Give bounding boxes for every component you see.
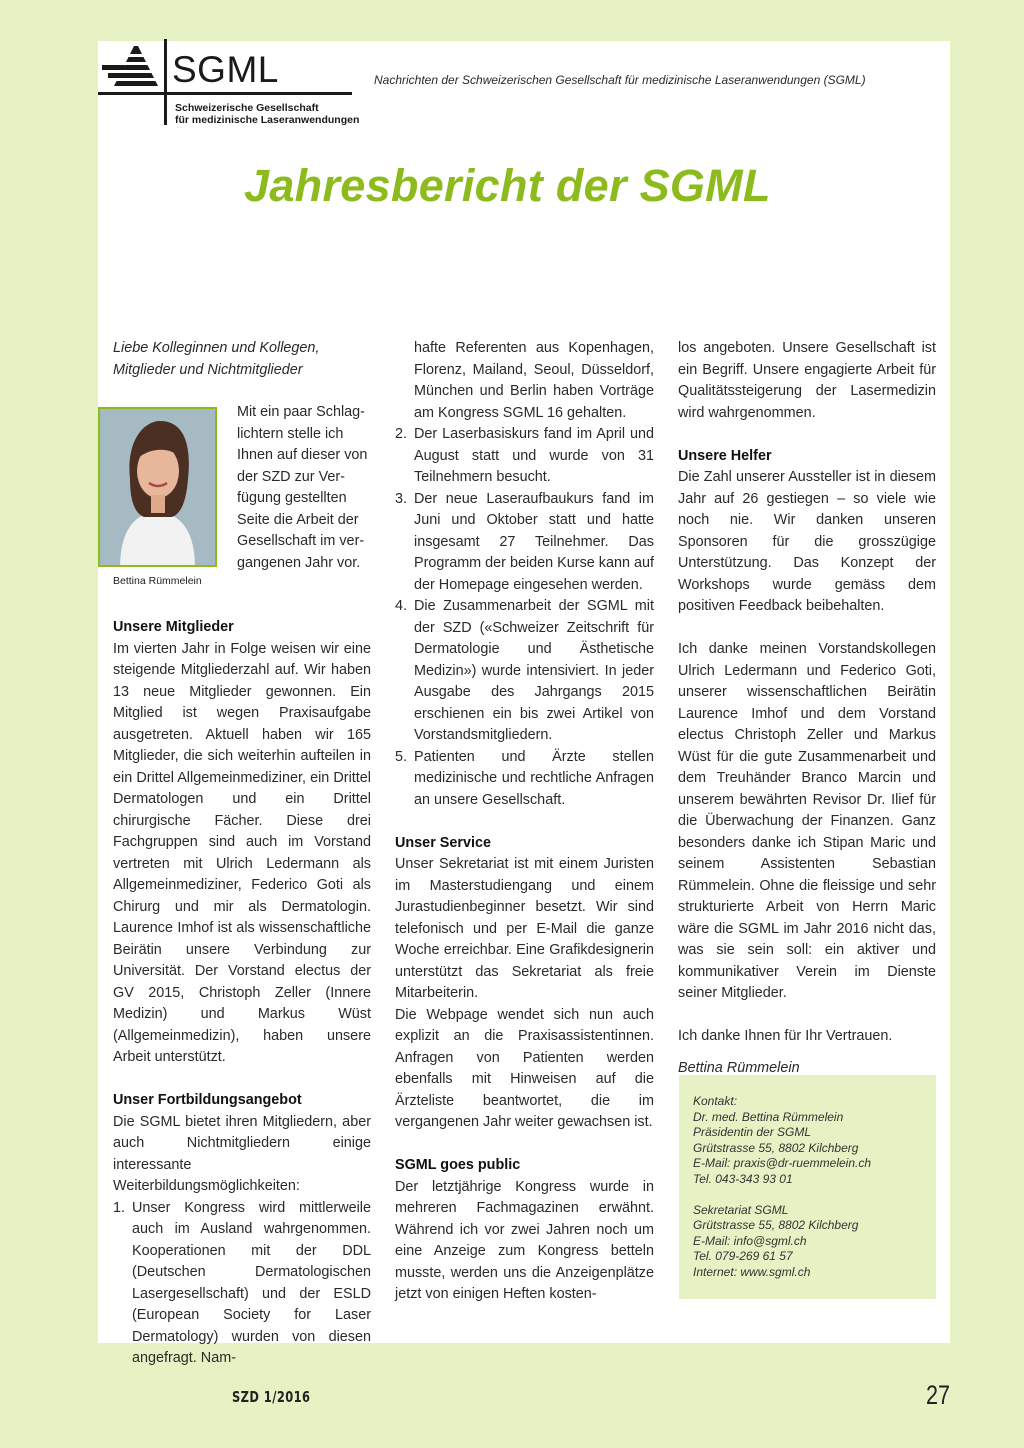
service-paragraph-2: Die Webpage wendet sich nun auch explizit an die Praxisassistentinnen. Anfragen von Patienten werden ebenfalls mit Hinweisen auf die Ärzteliste beantwortet, die im vergangenen Jahr weiter gewachsen ist. — [395, 1006, 654, 1130]
contact-line: Dr. med. Bettina Rümmelein — [693, 1109, 844, 1124]
intro-line: Mit ein paar Schlag- — [237, 404, 365, 420]
public-paragraph-continued: los angeboten. Unsere Gesellschaft ist ein Begriff. Unsere engagierte Arbeit für Qualitätssteigerung der Lasermedizin wird wahrgenommen. — [678, 340, 936, 421]
list-item-text: hafte Referenten aus Kopenhagen, Florenz, Mailand, Seoul, Düsseldorf, München und Berlin haben Vorträge am Kongress SGML 16 gehalten. — [414, 340, 654, 421]
logo-text: SGML — [172, 49, 279, 90]
public-paragraph: Der letztjährige Kongress wurde in mehreren Fachmagazinen erwähnt. Während ich vor zwei Jahren noch um eine Anzeige zum Kongress betteln musste, werden uns die Anzeigenplätze jetzt von einigen Heften kosten- — [395, 1178, 654, 1302]
intro-line: Seite die Arbeit der — [237, 511, 359, 528]
contact-line: Kontakt: — [693, 1094, 738, 1108]
contact-box — [679, 1075, 936, 1299]
contact-phone: Tel. 043-343 93 01 — [693, 1171, 793, 1186]
logo-subtitle — [175, 102, 359, 126]
greeting-line: Mitglieder und Nichtmitglieder — [113, 361, 303, 378]
intro-line: fügung gestellten — [237, 490, 347, 506]
list-item — [395, 596, 654, 747]
list-item — [395, 338, 654, 424]
list-number: 5. — [395, 748, 408, 765]
logo-subtitle-line: für medizinische Laseranwendungen — [175, 114, 360, 126]
signature: Bettina Rümmelein — [678, 1059, 800, 1076]
header-tagline: Nachrichten der Schweizerischen Gesellschaft für medizinische Laseranwendungen (SGML) — [374, 73, 866, 87]
training-list-continued — [395, 338, 654, 811]
list-number: 1. — [113, 1199, 126, 1216]
intro-line: Gesellschaft im ver- — [237, 533, 365, 549]
greeting — [113, 338, 371, 381]
intro-line: gangenen Jahr vor. — [237, 554, 361, 571]
author-photo — [98, 407, 217, 567]
contact-website-link[interactable]: Internet: www.sgml.ch — [693, 1264, 811, 1279]
article-title: Jahresbericht der SGML — [244, 160, 771, 211]
members-paragraph: Im vierten Jahr in Folge weisen wir eine steigende Mitgliederzahl auf. Wir haben 13 neue Mitglieder gewonnen. Ein Mitglied ist wegen Praxisaufgabe ausgetreten. Aktuell haben wir 165 Mitglieder, die sich weiterhin aufteilen in ein Drittel Allgemeinmediziner, ein Drittel Dermatologen und ein Drittel chirurgische Fächer. Diese drei Fachgruppen sind auch im Vorstand vertreten mit Ulrich Ledermann als Allgemeinmediziner, Federico Goti als Chirurg und mir als Dermatologin. Laurence Imhof ist als wissenschaftliche Beirätin unsere Verbindung zur Universität. Der Vorstand electus der GV 2015, Christoph Zeller (Innere Medizin) und Markus Wüst (Allgemeinmedizin), haben unsere Arbeit unterstützt. — [113, 640, 371, 1065]
list-item — [395, 489, 654, 597]
list-number: 4. — [395, 598, 408, 614]
column-1 — [113, 617, 371, 1370]
contact-email[interactable]: E-Mail: info@sgml.ch — [693, 1233, 807, 1248]
thanks-paragraph: Ich danke meinen Vorstandskollegen Ulrich Ledermann und Federico Goti, unserer wissenschaftlichen Beirätin Laurence Imhof und dem Vorstand electus Christoph Zeller und Markus Wüst für die gute Zusammenarbeit und dem Treuhänder Branco Marcin und unserem bewährten Revisor Dr. Ilief für die Überwachung der Finanzen. Ganz besonders danke ich Stipan Maric und seinem Assistenten Sebastian Rümmelein. Ohne die fleissige und sehr strukturierte Arbeit von Herrn Maric wäre die SGML im Jahr 2016 nicht das, was sie sein soll: ein aktiver und kommunikativer Verein im Dienste seiner Mitglieder. — [678, 641, 936, 1001]
list-item-text: Der neue Laseraufbaukurs fand im Juni und Oktober statt und hatte insgesamt 27 Teilnehmer. Das Programm der beiden Kurse kann auf der Homepage eingesehen werden. — [414, 490, 654, 593]
closing-line: Ich danke Ihnen für Ihr Vertrauen. — [678, 1028, 893, 1044]
heading-service: Unser Service — [395, 834, 491, 851]
list-item — [395, 747, 654, 812]
column-3 — [678, 338, 936, 1079]
column-2 — [395, 338, 654, 1306]
training-paragraph: Die SGML bietet ihren Mitgliedern, aber auch Nichtmitgliedern einige interessante Weiterbildungsmöglichkeiten: — [113, 1113, 371, 1194]
intro-text — [237, 402, 371, 574]
logo-subtitle-line: Schweizerische Gesellschaft — [175, 102, 319, 114]
contact-phone: Tel. 079-269 61 57 — [693, 1249, 793, 1263]
greeting-line: Liebe Kolleginnen und Kollegen, — [113, 340, 320, 356]
list-item — [113, 1198, 371, 1370]
sgml-logo-icon — [100, 44, 162, 88]
contact-line: Präsidentin der SGML — [693, 1125, 812, 1139]
training-list — [113, 1198, 371, 1370]
list-item-text: Die Zusammenarbeit der SGML mit der SZD («Schweizer Zeitschrift für Dermatologie und Ästhetische Medizin») wurde intensiviert. In jeder Ausgabe des Jahrgangs 2015 erschienen ein bis zwei Artikel von Vorstandsmitgliedern. — [414, 598, 654, 743]
intro-line: lichtern stelle ich — [237, 425, 344, 442]
list-item-text: Der Laserbasiskurs fand im April und August statt und wurde von 31 Teilnehmern besucht. — [414, 426, 654, 485]
list-item-text: Patienten und Ärzte stellen medizinische und rechtliche Anfragen an unsere Gesellschaft. — [414, 748, 654, 808]
heading-public: SGML goes public — [395, 1157, 521, 1173]
contact-line: Grütstrasse 55, 8802 Kilchberg — [693, 1140, 859, 1155]
heading-training: Unser Fortbildungsangebot — [113, 1092, 302, 1108]
heading-helpers: Unsere Helfer — [678, 447, 772, 464]
issue-label: SZD 1/2016 — [232, 1388, 311, 1406]
logo-rule-vertical — [164, 39, 167, 125]
photo-caption: Bettina Rümmelein — [113, 575, 202, 587]
intro-line: Ihnen auf dieser von — [237, 447, 368, 463]
list-item-text: Unser Kongress wird mittlerweile auch im Ausland wahrgenommen. Kooperationen mit der DDL (Deutschen Dermatologischen Lasergesellschaft) und der ESLD (European Society for Laser Dermatology) wurden von diesen angefragt. Nam- — [132, 1199, 371, 1366]
service-paragraph-1: Unser Sekretariat ist mit einem Juristen im Masterstudiengang und einem Jurastudienbeginner besetzt. Wir sind telefonisch und per E-Mail die ganze Woche erreichbar. Eine Grafikdesignerin unterstützt das Sekretariat als freie Mitarbeiterin. — [395, 856, 654, 1001]
list-number: 2. — [395, 426, 408, 442]
portrait-image — [100, 409, 215, 565]
heading-members: Unsere Mitglieder — [113, 619, 234, 635]
page-number: 27 — [926, 1380, 951, 1410]
contact-line: Sekretariat SGML — [693, 1202, 789, 1217]
helpers-paragraph: Die Zahl unserer Aussteller ist in diesem Jahr auf 26 gestiegen – so viele wie noch nie. Wir danken unseren Sponsoren für die grosszügige Unterstützung. Das Konzept der Workshops wurde gemäss dem positiven Feedback beibehalten. — [678, 469, 936, 614]
contact-line: Grütstrasse 55, 8802 Kilchberg — [693, 1218, 859, 1232]
contact-email[interactable]: E-Mail: praxis@dr-ruemmelein.ch — [693, 1156, 872, 1170]
logo-rule-horizontal — [98, 92, 352, 95]
list-item — [395, 424, 654, 489]
intro-line: der SZD zur Ver- — [237, 468, 345, 485]
list-number: 3. — [395, 490, 408, 507]
